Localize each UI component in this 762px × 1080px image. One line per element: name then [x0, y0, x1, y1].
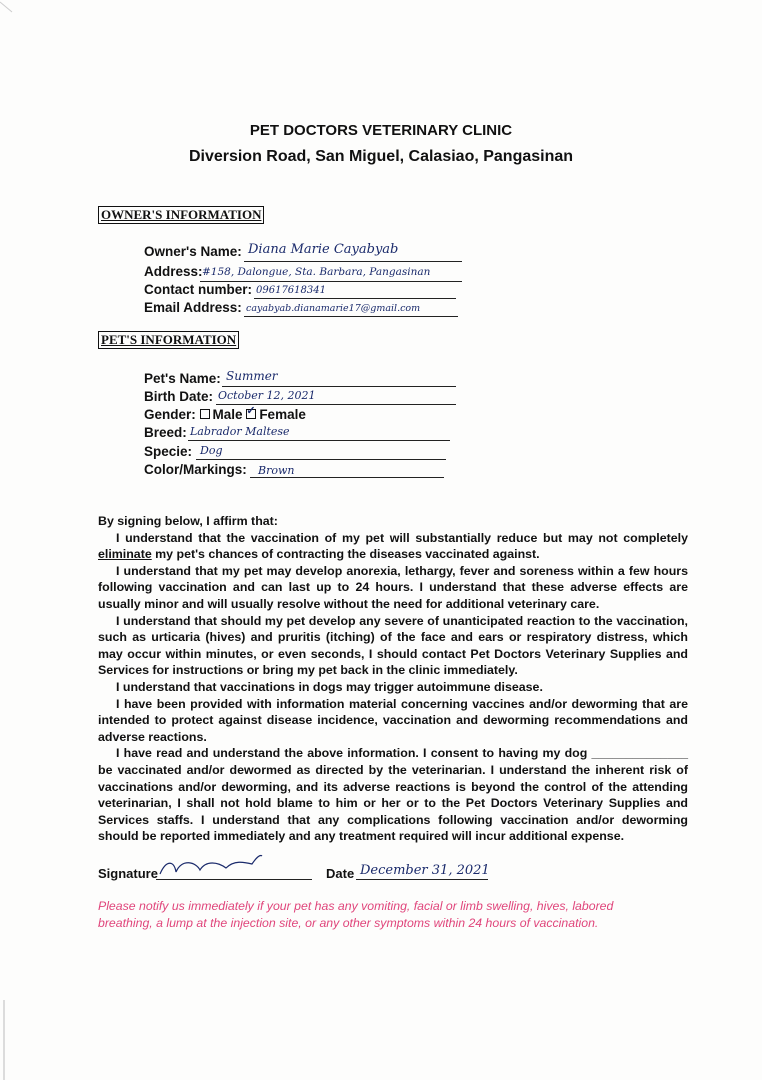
- pet-specie-label: Specie:: [144, 444, 193, 459]
- pet-breed-label: Breed:: [144, 425, 187, 440]
- pet-name-label: Pet's Name:: [144, 371, 221, 386]
- pet-birth-row: [144, 389, 213, 404]
- date-line: [356, 879, 488, 880]
- date-label: Date: [326, 866, 355, 881]
- date-value[interactable]: December 31, 2021: [360, 863, 490, 878]
- male-label: Male: [212, 407, 243, 422]
- pet-name-value[interactable]: Summer: [226, 369, 278, 383]
- pet-gender-label: Gender:: [144, 407, 196, 422]
- owner-email-label: Email Address:: [144, 300, 242, 315]
- male-checkbox[interactable]: [200, 409, 210, 419]
- owner-contact-line: [254, 298, 456, 299]
- affirm-paragraph-1: I understand that the vaccination of my pet will substantially reduce but may not completely eliminate my pet's chances of contracting the diseases vaccinated against.: [98, 530, 688, 562]
- female-label: Female: [259, 407, 306, 422]
- owner-name-label: Owner's Name:: [144, 244, 242, 259]
- pet-section-heading: PET'S INFORMATION: [98, 331, 239, 349]
- clinic-name: PET DOCTORS VETERINARY CLINIC: [249, 122, 513, 139]
- female-checkbox[interactable]: [246, 409, 256, 419]
- owner-email-value[interactable]: cayabyab.dianamarie17@gmail.com: [246, 303, 421, 314]
- owner-name-value[interactable]: Diana Marie Cayabyab: [248, 242, 399, 257]
- pet-color-value[interactable]: Brown: [258, 464, 295, 477]
- signature-scribble[interactable]: [156, 852, 266, 882]
- pet-birth-value[interactable]: October 12, 2021: [218, 389, 316, 402]
- affirm-paragraph-3: I understand that should my pet develop any severe of unanticipated reaction to the vaccination, such as urticaria (hives) and pruritis (itching) of the face and ears or respiratory distress, which may occur within minutes, or even seconds, I should contact Pet Doctors Veterinary Supplies and Services for instructions or bring my pet back in the clinic immediately.: [98, 613, 688, 678]
- pet-color-line: [250, 477, 444, 478]
- clinic-address: Diversion Road, San Miguel, Calasiao, Pangasinan: [188, 148, 574, 165]
- pet-breed-line: [188, 440, 450, 441]
- affirm-paragraph-6: I have read and understand the above information. I consent to having my dog ______________ be vaccinated and/or dewormed as directed by the veterinarian. I understand the inherent risk of vaccinations and/or deworming, and its adverse reactions is beyond the control of the attending veterinarian, I shall not hold blame to him or her or to the Pet Doctors Veterinary Supplies and Services staffs. I understand that any complications following vaccination and/or deworming should be reported immediately and any treatment required will incur additional expense.: [98, 746, 688, 844]
- owner-contact-label: Contact number:: [144, 282, 252, 297]
- owner-address-value[interactable]: #158, Dalongue, Sta. Barbara, Pangasinan: [202, 266, 431, 278]
- pet-name-row: [144, 371, 221, 386]
- pet-specie-row: [144, 444, 192, 459]
- affirm-emphasis: eliminate: [98, 547, 152, 562]
- affirm-intro: By signing below, I affirm that:: [98, 514, 278, 528]
- owner-name-row: [144, 244, 242, 259]
- affirm-paragraph-4: I understand that vaccinations in dogs may trigger autoimmune disease.: [116, 679, 543, 694]
- pet-name-line: [222, 386, 456, 387]
- pet-color-label: Color/Markings:: [144, 462, 247, 477]
- affirm-paragraph-5: I have been provided with information material concerning vaccines and/or deworming that are intended to protect against disease incidence, vaccination and deworming recommendations and adverse reactions.: [98, 696, 688, 744]
- pet-gender-row: [144, 407, 306, 422]
- pet-birth-label: Birth Date:: [144, 389, 214, 404]
- owner-email-row: [144, 300, 242, 315]
- pet-specie-value[interactable]: Dog: [200, 444, 223, 457]
- pet-breed-value[interactable]: Labrador Maltese: [190, 425, 290, 438]
- owner-section-heading: OWNER'S INFORMATION: [98, 206, 264, 224]
- notice-text: Please notify us immediately if your pet has any vomiting, facial or limb swelling, hives, labored breathing, a lump at the injection site, or any other symptoms within 24 hours of vaccination.: [98, 899, 614, 930]
- pet-color-row: [144, 462, 247, 477]
- owner-contact-row: [144, 282, 252, 297]
- owner-contact-value[interactable]: 09617618341: [256, 285, 326, 296]
- owner-address-label: Address:: [144, 264, 203, 279]
- owner-email-line: [244, 316, 458, 317]
- pet-specie-line: [196, 459, 446, 460]
- pet-breed-row: [144, 425, 187, 440]
- affirmation-text: [98, 513, 688, 845]
- owner-name-line: [244, 261, 462, 262]
- affirm-paragraph-2: I understand that my pet may develop anorexia, lethargy, fever and soreness within a few hours following vaccination and can last up to 24 hours. I understand that these adverse effects are usually minor and will usually resolve without the need for additional veterinary care.: [98, 563, 688, 611]
- signature-label: Signature: [98, 866, 158, 881]
- owner-address-row: [144, 264, 203, 279]
